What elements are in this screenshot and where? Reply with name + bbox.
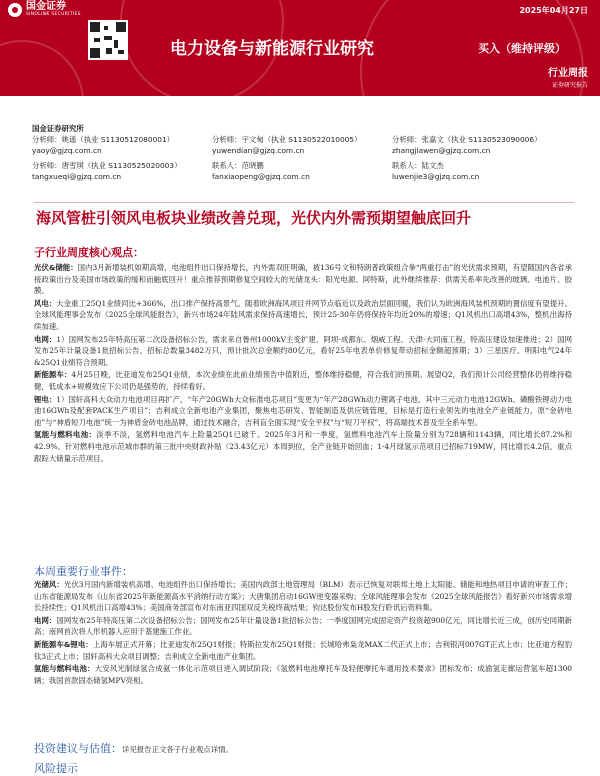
paragraph-keyword: 光伏&储能： <box>34 263 78 272</box>
analyst-email[interactable]: tangxueqi@gjzq.com.cn <box>32 172 122 181</box>
paragraph <box>34 429 572 464</box>
paragraph-keyword: 光储风： <box>34 580 64 589</box>
paragraph <box>34 262 572 297</box>
events-body <box>34 579 572 687</box>
logo-text: 国金证券 <box>26 1 66 12</box>
analyst-name: 分析师：唐雪琪（执业 S1130525020003） <box>32 161 182 170</box>
paragraph <box>34 615 572 638</box>
report-date: 2025年04月27日 <box>519 6 588 15</box>
decorative-ring <box>0 40 84 96</box>
section-title-events: 本周重要行业事件： <box>34 565 133 578</box>
rating-label: 买入（维持评级） <box>478 42 566 55</box>
paragraph-keyword: 氢能与燃料电池： <box>34 664 95 674</box>
header-banner <box>0 0 600 96</box>
paragraph-keyword: 电网： <box>34 334 57 344</box>
contact-email[interactable]: luwenjie3@gjzq.com.cn <box>392 172 480 181</box>
investment-text: 详见报告正文各子行业观点详情。 <box>122 745 233 754</box>
paragraph-keyword: 氢能与燃料电池： <box>34 430 97 440</box>
contact-name: 联系人：范晓鹏 <box>212 161 264 170</box>
paragraph-text: 1）国网发布25年特高压第二次设备招标公告，需求来自鲁州1000kV主变扩建、阿坝-成都东、烟威工程、天津-大同南工程，特高压建设加速推进；2）国网发布25年计量设备1批招标公告，招标总数量3482万只，预计批次总金额约80亿元，看好25年电表单价修复带动招标金额超预期；3）三星医疗、明阳电气24年&25Q1业绩符合预期。 <box>34 334 572 367</box>
report-subtype: 证券研究报告 <box>551 82 588 89</box>
analyst-email[interactable]: yaoy@gjzq.com.cn <box>32 146 102 155</box>
contact-entry <box>212 160 392 182</box>
research-institute: 国金证券研究所 <box>32 124 84 133</box>
analyst-row <box>32 160 577 182</box>
report-headline: 海风管桩引领风电板块业绩改善兑现，光伏内外需预期望触底回升 <box>36 209 472 227</box>
contact-entry <box>392 160 572 182</box>
contact-email[interactable]: fanxiaopeng@gjzq.com.cn <box>212 172 310 181</box>
paragraph-text: 1）国轩高科大众动力电池项目再扩产，“年产20GWh大众标准电芯项目”变更为“年产28GWh动力锂离子电池，其中三元动力电池12GWh、磷酸铁锂动力电池16GWh及配套PACK生产项目”；吉利成立全新电池产业集团，聚焦电芯研发、智能制造及供应链管理，目标是打造行业领先的电池全产业链能力，原“金砖电池”与“神盾短刀电池”统一为神盾金砖电池品牌，通过技术融合，吉利盲全面实现“安全平权”与“短刀平权”，将高端技术普及至全系车型。 <box>34 394 572 427</box>
analyst-email[interactable]: yuwendian@gjzq.com.cn <box>212 146 305 155</box>
paragraph-keyword: 风电： <box>34 298 57 308</box>
analyst-name: 分析师：姚遥（执业 S1130512080001） <box>32 135 175 144</box>
section-title-core-views: 子行业周度核心观点： <box>34 246 144 259</box>
paragraph-text: 大安风光制绿氢合成氨一体化示范项目进入调试阶段；《氢燃料电池摩托车及轻便摩托车通用技术要求》团标发布；成渝氢走廊运营氢车超1300辆；我国首款固态储氢MPV亮相。 <box>34 664 572 685</box>
analyst-entry <box>392 134 572 156</box>
paragraph <box>34 663 572 686</box>
paragraph <box>34 298 572 333</box>
investment-title: 投资建议与估值： <box>34 742 122 755</box>
analyst-email[interactable]: zhangjiawen@gjzq.com.cn <box>392 146 491 155</box>
analyst-block <box>32 123 577 182</box>
report-type: 行业周报 <box>548 68 588 79</box>
paragraph-keyword: 新能源车&锂电： <box>34 639 93 649</box>
paragraph-text: 光伏3月国内新增装机高增、电池组件出口保持增长；美国内政部土地管理局（BLM）表示已恢复对联邦土地上太阳能、储能和地热项目申请的审查工作；山东省能源局发布《山东省2025年新能源高水平消纳行动方案》；大唐集团启动16GW逆变器采购；全球风能理事会发布《2025全球风能报告》看好新兴市场需求增长持续性；Q1风机出口高增43%；美国商务部宣布对东南亚四国双反关税终裁结果；钧达股份发布H股发行聆讯后资料集。 <box>34 580 572 613</box>
analyst-entry <box>32 160 212 182</box>
paragraph <box>34 369 572 392</box>
divider <box>34 202 574 203</box>
paragraph-text: 上海车展正式开幕；比亚迪发布25Q1财报；特斯拉发布25Q1财报；长城哈弗枭龙MAX二代正式上市；吉利银河007GT正式上市；比亚迪方程豹钛3正式上市；国轩高科大众项目调整；吉利成立全新电池产业集团。 <box>34 639 572 661</box>
paragraph <box>34 579 572 614</box>
logo-icon <box>8 3 22 17</box>
paragraph <box>34 639 572 662</box>
analyst-row <box>32 134 577 156</box>
paragraph-text: 4月25日晚，比亚迪发布25Q1业绩，本次业绩在此前业绩预告中值附近，整体维持稳健，符合我们的预期。展望Q2，我们预计公司经营整体仍将维持稳健，低成本+规模效应下公司仍是强势的，持续看好。 <box>34 370 572 391</box>
paragraph-text: 淡季不淡，氢燃料电池汽车上险量25Q1已破千。2025年3月和一季度，氢燃料电池汽车上险量分别为728辆和1143辆，同比增长87.2%和42.9%。针对燃料电池示范城市群的第三批中央财政补贴（23.43亿元）本周到位，全产业链开始回血；1-4月绿氢示范项目已招标719MW，同比增长4.2倍，重点跟踪大储量示范项目。 <box>34 430 572 463</box>
report-title: 电力设备与新能源行业研究 <box>170 39 374 59</box>
paragraph <box>34 334 572 369</box>
paragraph-text: 国网发布25年特高压第二次设备招标公告；国网发布25年计量设备1批招标公告；一季度国网完成固定资产投资超900亿元，同比增长近三成，创历史同期新高；南网首次将人形机器人应用于基建施工作业。 <box>34 615 572 637</box>
section-title-investment <box>34 740 233 756</box>
paragraph <box>34 394 572 429</box>
analyst-entry <box>212 134 392 156</box>
core-views-body <box>34 262 572 465</box>
analyst-name: 分析师：张嘉文（执业 S1130523090006） <box>392 135 542 144</box>
logo-subtext: SINOLINK SECURITIES <box>26 12 81 17</box>
section-title-risk: 风险提示 <box>34 762 78 775</box>
paragraph-keyword: 新能源车： <box>34 370 72 380</box>
contact-name: 联系人：陆文杰 <box>392 161 444 170</box>
analyst-entry <box>32 134 212 156</box>
paragraph-text: 大金重工25Q1业绩同比+366%，出口排产保持高景气。随着欧洲海风项目并网节点临近以及政治层面回暖，我们认为欧洲海风装机预期的置信度有望提升。全球风能理事会发布《2025全球风能报告》，新兴市场24年陆风需求保持高速增长，预计25-30年仍将保持年均近20%的增速；Q1风机出口高增43%，整机出海持续加速。 <box>34 298 572 331</box>
paragraph-keyword: 电网： <box>34 615 57 625</box>
qr-code-icon <box>88 20 128 60</box>
paragraph-text: 国内3月新增装机如期高增、电池组件出口保持增长，内外需双旺明确，被136号文和特朗普政策组合拳“两重打击”的光伏需求预期，有望随国内各省承接政策出台及美国市场政策的缓和而触底回升！重点推荐预期修复空间较大的光储龙头：阳光电源、阿特斯，此外继续推荐：供需关系率先改善的玻璃、电池片、胶膜。 <box>34 263 572 296</box>
paragraph-keyword: 锂电： <box>34 394 57 404</box>
analyst-name: 分析师：宇文甸（执业 S1130522010005） <box>212 135 362 144</box>
company-logo <box>8 0 81 20</box>
